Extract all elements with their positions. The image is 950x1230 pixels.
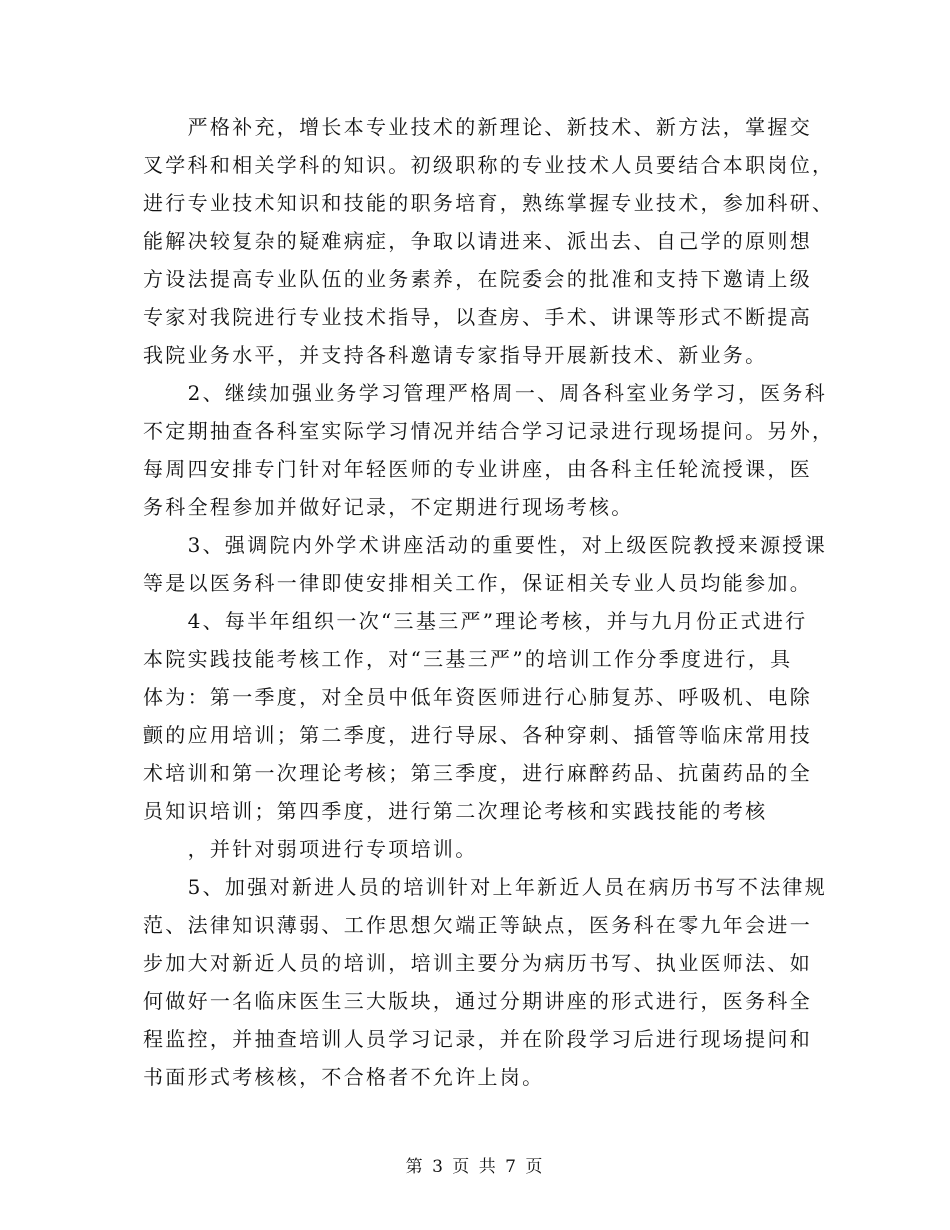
- body-text-line: 严格补充，增长本专业技术的新理论、新技术、新方法，掌握交: [143, 115, 812, 139]
- body-text-line: 进行专业技术知识和技能的职务培育，熟练掌握专业技术，参加科研、: [143, 191, 835, 215]
- body-text-line: 我院业务水平，并支持各科邀请专家指导开展新技术、新业务。: [143, 343, 768, 367]
- body-text-line: 能解决较复杂的疑难病症，争取以请进来、派出去、自己学的原则想: [143, 229, 812, 253]
- body-text-line: 颤的应用培训；第二季度，进行导尿、各种穿刺、插管等临床常用技: [143, 723, 812, 747]
- body-text-line: 步加大对新近人员的培训，培训主要分为病历书写、执业医师法、如: [143, 951, 812, 975]
- body-text-line: 5、加强对新进人员的培训针对上年新近人员在病历书写不法律规: [143, 875, 828, 899]
- body-text-line: 2、继续加强业务学习管理严格周一、周各科室业务学习，医务科: [143, 381, 828, 405]
- body-text-line: 专家对我院进行专业技术指导，以查房、手术、讲课等形式不断提高: [143, 305, 812, 329]
- body-text-line: 术培训和第一次理论考核；第三季度，进行麻醉药品、抗菌药品的全: [143, 761, 812, 785]
- body-text-line: 4、每半年组织一次“三基三严”理论考核，并与九月份正式进行: [143, 609, 808, 633]
- body-text-line: 叉学科和相关学科的知识。初级职称的专业技术人员要结合本职岗位，: [143, 153, 835, 177]
- body-text-line: 本院实践技能考核工作，对“三基三严”的培训工作分季度进行，具: [143, 647, 793, 671]
- body-text-line: 书面形式考核核，不合格者不允许上岗。: [143, 1065, 545, 1089]
- body-text-line: 何做好一名临床医生三大版块，通过分期讲座的形式进行，医务科全: [143, 989, 812, 1013]
- body-text-line: 不定期抽查各科室实际学习情况并结合学习记录进行现场提问。另外，: [143, 419, 835, 443]
- body-text-line: 员知识培训；第四季度，进行第二次理论考核和实践技能的考核: [143, 799, 768, 823]
- page-footer: 第 3 页 共 7 页: [405, 1157, 545, 1177]
- body-text-line: 务科全程参加并做好记录，不定期进行现场考核。: [143, 495, 634, 519]
- body-text-line: 体为：第一季度，对全员中低年资医师进行心肺复苏、呼吸机、电除: [143, 685, 812, 709]
- body-text-line: 方设法提高专业队伍的业务素养，在院委会的批准和支持下邀请上级: [143, 267, 812, 291]
- body-text-line: 等是以医务科一律即使安排相关工作，保证相关专业人员均能参加。: [143, 571, 812, 595]
- body-text-line: 程监控，并抽查培训人员学习记录，并在阶段学习后进行现场提问和: [143, 1027, 812, 1051]
- body-text-line: ，并针对弱项进行专项培训。: [143, 837, 478, 861]
- body-text-line: 3、强调院内外学术讲座活动的重要性，对上级医院教授来源授课: [143, 533, 828, 557]
- body-text-line: 范、法律知识薄弱、工作思想欠端正等缺点，医务科在零九年会进一: [143, 913, 812, 937]
- body-text-line: 每周四安排专门针对年轻医师的专业讲座，由各科主任轮流授课，医: [143, 457, 812, 481]
